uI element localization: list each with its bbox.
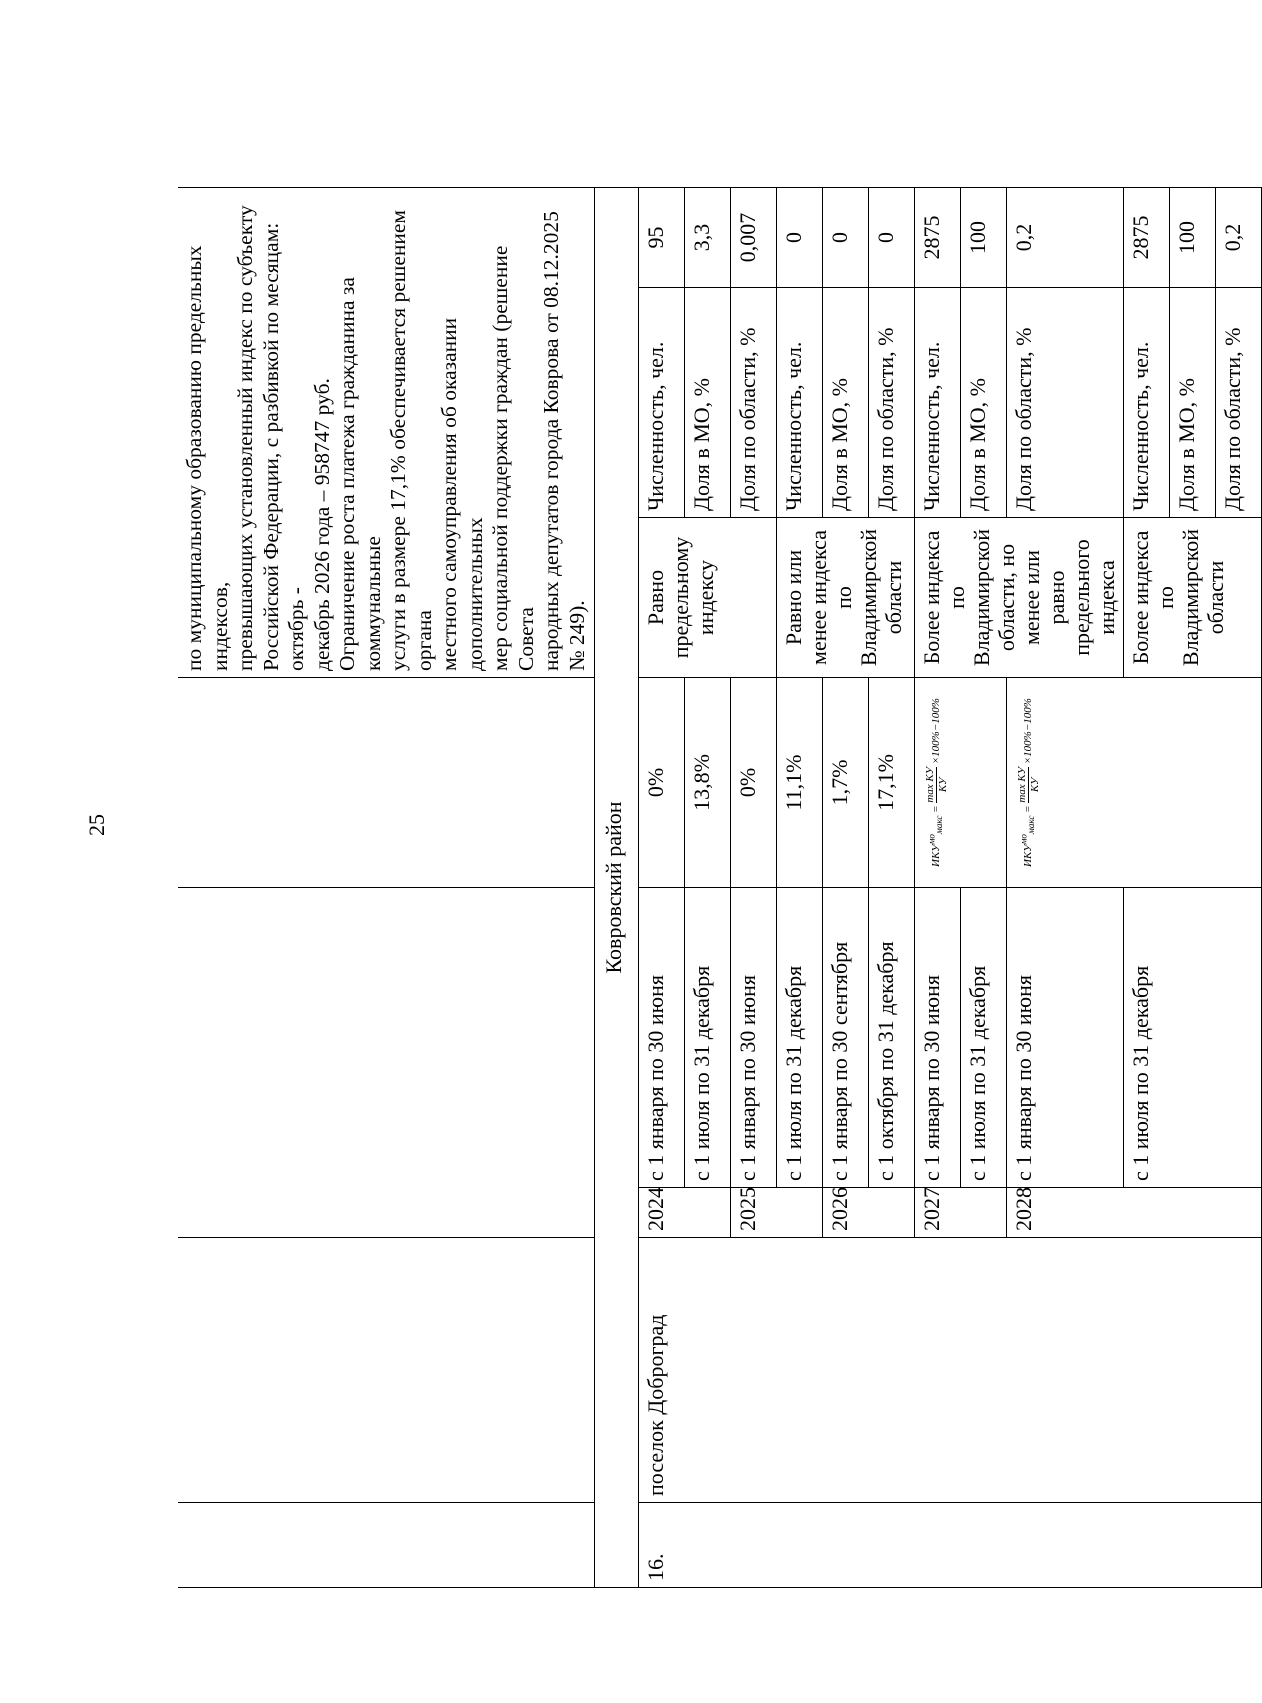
- index-value: 1,7%: [823, 678, 869, 888]
- data-table: [178, 187, 1262, 1588]
- metric-count: Численность, чел.: [639, 288, 685, 518]
- municipality-name: поселок Доброград: [639, 1238, 1262, 1503]
- group-more: Более индекса по Владимирской области: [1124, 518, 1262, 678]
- metric-count: Численность, чел.: [777, 288, 823, 518]
- description-line: по муниципальному образованию предельных индексов,: [182, 245, 232, 671]
- formula-cell: [915, 678, 1007, 888]
- cell-empty: [178, 1503, 595, 1588]
- value-g3-share-mo: 100: [961, 187, 1007, 287]
- district-title: Ковровский район: [595, 187, 639, 1587]
- index-value: 11,1%: [777, 678, 823, 888]
- cell-empty: [178, 1238, 595, 1503]
- top-continuation-row: [178, 187, 595, 1587]
- group-more-le: Более индекса по Владимирской области, но менее или равно предельного индекса: [915, 518, 1124, 678]
- index-value: 17,1%: [869, 678, 915, 888]
- year-2024: 2024: [639, 1188, 685, 1238]
- index-value: 13,8%: [685, 678, 731, 888]
- index-value: 0%: [639, 678, 685, 888]
- year-2025: 2025: [731, 1188, 777, 1238]
- metric-share-region: Доля по области, %: [731, 288, 777, 518]
- value-g3-count: 2875: [915, 187, 961, 287]
- description-line: народных депутатов города Коврова от 08.12.2025 № 249).: [539, 211, 589, 671]
- district-row: [595, 187, 639, 1587]
- table-row: [639, 187, 685, 1587]
- value-g2-share-region: 0: [869, 187, 915, 287]
- period: с 1 января по 30 июня: [639, 888, 685, 1188]
- cell-empty: [178, 888, 595, 1238]
- metric-count: Численность, чел.: [1124, 288, 1170, 518]
- cell-empty: [178, 678, 595, 888]
- period: с 1 июля по 31 декабря: [1124, 888, 1262, 1188]
- metric-count: Численность, чел.: [915, 288, 961, 518]
- group-equal: Равно предельному индексу: [639, 518, 777, 678]
- metric-share-mo: Доля в МО, %: [1170, 288, 1216, 518]
- metric-share-mo: Доля в МО, %: [685, 288, 731, 518]
- formula-cell: [1007, 678, 1262, 888]
- formula: $ИКУ^{мо}_{макс}$ = max КУ КУ ×100%−100%: [923, 698, 949, 867]
- value-g4-count: 2875: [1124, 187, 1170, 287]
- description-line: услуги в размере 17,1% обеспечивается решением органа: [386, 209, 436, 671]
- group-less-eq: Равно или менее индекса по Владимирской области: [777, 518, 915, 678]
- metric-share-region: Доля по области, %: [1007, 288, 1124, 518]
- description-line: Российской Федерации, с разбивкой по месяцам: октябрь -: [258, 222, 308, 671]
- value-g4-share-mo: 100: [1170, 187, 1216, 287]
- index-value: 0%: [731, 678, 777, 888]
- period: с 1 января по 30 июня: [1007, 888, 1124, 1188]
- cell-empty: [777, 1188, 823, 1238]
- value-g2-share-mo: 0: [823, 187, 869, 287]
- description-line: местного самоуправления об оказании дополнительных: [437, 317, 487, 671]
- period: с 1 января по 30 сентября: [823, 888, 869, 1188]
- description-line: Ограничение роста платежа гражданина за коммунальные: [335, 277, 385, 671]
- value-g3-share-region: 0,2: [1007, 187, 1124, 287]
- entry-number: 16.: [639, 1503, 1262, 1588]
- value-g4-share-region: 0,2: [1216, 187, 1262, 287]
- period: с 1 июля по 31 декабря: [777, 888, 823, 1188]
- year-2026: 2026: [823, 1188, 869, 1238]
- year-2027: 2027: [915, 1188, 961, 1238]
- metric-share-region: Доля по области, %: [1216, 288, 1262, 518]
- period: с 1 июля по 31 декабря: [685, 888, 731, 1188]
- period: с 1 января по 30 июня: [731, 888, 777, 1188]
- description-line: превышающих установленный индекс по субъекту: [233, 205, 257, 671]
- cell-empty: [1124, 1188, 1262, 1238]
- cell-empty: [685, 1188, 731, 1238]
- description-cell: [178, 187, 595, 677]
- metric-share-region: Доля по области, %: [869, 288, 915, 518]
- page-number: 25: [84, 814, 109, 836]
- cell-empty: [961, 1188, 1007, 1238]
- metric-share-mo: Доля в МО, %: [823, 288, 869, 518]
- value-g2-count: 0: [777, 187, 823, 287]
- metric-share-mo: Доля в МО, %: [961, 288, 1007, 518]
- value-g1-share-mo: 3,3: [685, 187, 731, 287]
- description-line: декабрь 2026 года – 958747 руб.: [309, 378, 334, 671]
- rotated-table-container: [178, 188, 1245, 1588]
- period: с 1 января по 30 июня: [915, 888, 961, 1188]
- formula: $ИКУ^{мо}_{макс}$ = max КУ КУ ×100%−100%: [1015, 698, 1041, 867]
- cell-empty: [869, 1188, 915, 1238]
- period: с 1 июля по 31 декабря: [961, 888, 1007, 1188]
- value-g1-share-region: 0,007: [731, 187, 777, 287]
- period: с 1 октября по 31 декабря: [869, 888, 915, 1188]
- description-line: мер социальной поддержки граждан (решение Совета: [488, 245, 538, 671]
- year-2028: 2028: [1007, 1188, 1124, 1238]
- value-g1-count: 95: [639, 187, 685, 287]
